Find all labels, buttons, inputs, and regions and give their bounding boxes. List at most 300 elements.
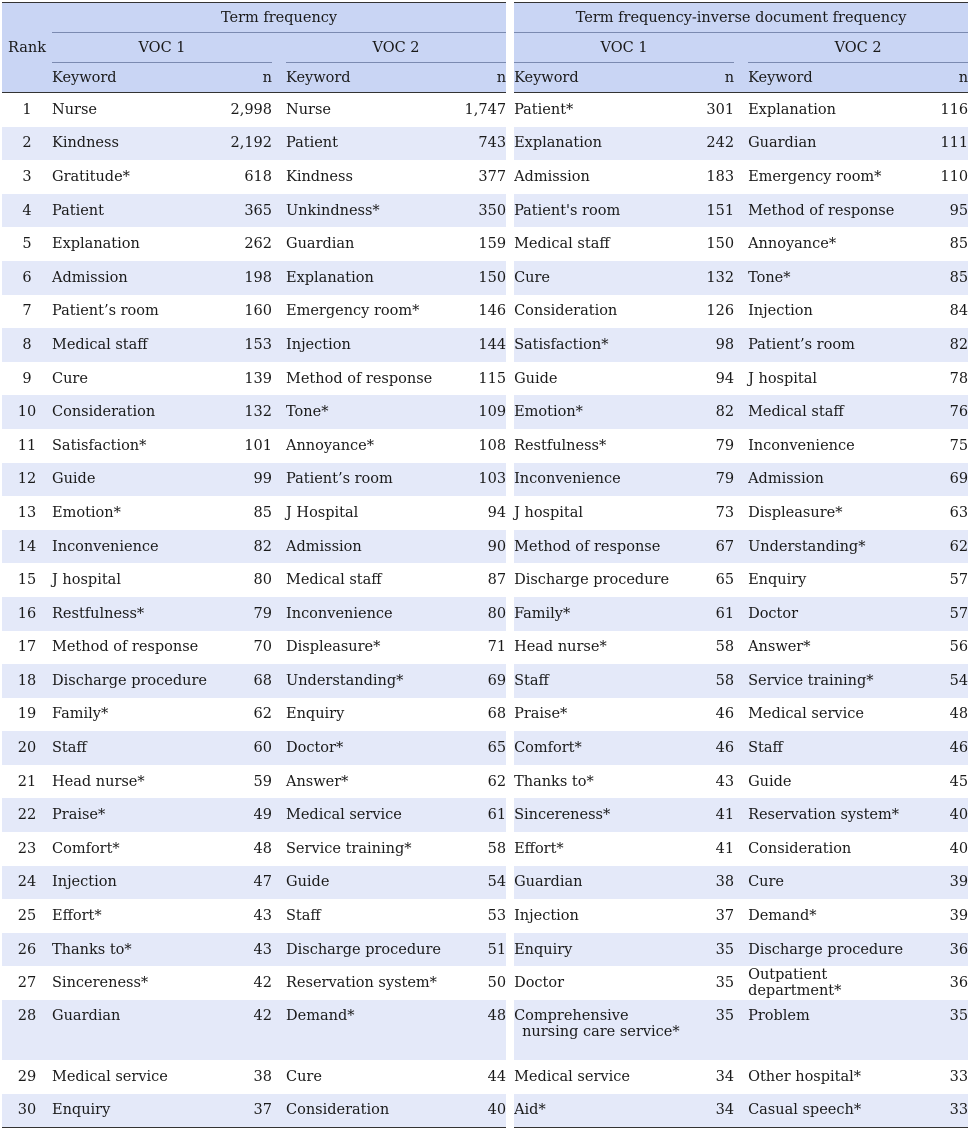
tf-voc2-count: 144 <box>456 328 506 362</box>
tfidf-voc1-count: 34 <box>715 1068 735 1085</box>
tf-voc1-count: 48 <box>253 840 272 857</box>
tfidf-voc1-keyword: Restfulness* <box>514 437 607 454</box>
cell-spacer <box>734 832 748 866</box>
tfidf-voc1-count: 183 <box>706 168 735 185</box>
table-row <box>2 1094 968 1128</box>
tfidf-voc1-count: 301 <box>706 101 735 118</box>
keyword-column-header: Keyword <box>52 63 222 93</box>
column-gap <box>506 261 514 295</box>
rank-cell: 26 <box>2 933 52 967</box>
table-row <box>2 530 968 564</box>
tfidf-voc2-count: 76 <box>918 395 968 429</box>
tfidf-voc2-keyword: J hospital <box>748 370 818 387</box>
tfidf-voc1-count: 35 <box>684 1000 734 1060</box>
cell-spacer <box>272 295 286 329</box>
column-gap <box>506 127 514 161</box>
table-row <box>2 597 968 631</box>
cell-spacer <box>734 429 748 463</box>
tfidf-voc2-keyword: Answer* <box>748 639 811 656</box>
table-row <box>2 765 968 799</box>
tfidf-voc2-keyword: Inconvenience <box>748 437 855 454</box>
cell-spacer <box>272 698 286 732</box>
tfidf-voc1-count: 151 <box>684 194 734 228</box>
cell-spacer <box>272 631 286 665</box>
cell-spacer <box>272 866 286 900</box>
tf-voc1-keyword: Emotion* <box>52 504 121 521</box>
cell-spacer <box>734 631 748 665</box>
tfidf-voc2-keyword: Emergency room* <box>748 168 882 185</box>
tfidf-voc1-count: 46 <box>715 706 735 723</box>
n-column-header: n <box>684 63 734 93</box>
tf-voc2-count: 50 <box>487 975 507 992</box>
tf-voc2-count: 80 <box>456 597 506 631</box>
tf-voc1-keyword: Guardian <box>52 1000 222 1060</box>
tf-voc1-header: VOC 1 <box>52 33 272 63</box>
cell-spacer <box>272 933 286 967</box>
table-row <box>2 160 968 194</box>
rank-cell: 12 <box>2 463 52 497</box>
tf-voc1-keyword: Praise* <box>52 798 222 832</box>
tfidf-voc1-count: 79 <box>684 463 734 497</box>
tfidf-voc2-keyword: Medical service <box>748 706 864 723</box>
column-gap <box>506 866 514 900</box>
cell-spacer <box>734 1060 748 1094</box>
tfidf-voc2-count: 82 <box>918 328 968 362</box>
tfidf-voc1-count: 35 <box>684 933 734 967</box>
cell-spacer <box>272 429 286 463</box>
tfidf-voc1-keyword: Discharge procedure <box>514 572 670 589</box>
tfidf-voc2-header: VOC 2 <box>748 33 968 63</box>
tf-voc2-keyword: Kindness <box>286 168 353 185</box>
tfidf-voc2-count: 95 <box>918 194 968 228</box>
cell-spacer <box>272 261 286 295</box>
rank-cell: 6 <box>2 261 52 295</box>
tf-voc1-count: 79 <box>222 597 272 631</box>
tf-voc1-keyword: Satisfaction* <box>52 437 147 454</box>
table-row <box>2 1000 968 1060</box>
tfidf-voc1-keyword: Guide <box>514 370 558 387</box>
tfidf-voc1-count: 98 <box>684 328 734 362</box>
cell-spacer <box>272 227 286 261</box>
column-gap <box>506 631 514 665</box>
column-gap <box>506 597 514 631</box>
column-gap <box>506 33 514 63</box>
tfidf-voc2-count: 36 <box>949 975 969 992</box>
tfidf-voc1-keyword: Praise* <box>514 706 568 723</box>
tf-voc2-count: 90 <box>456 530 506 564</box>
tf-voc2-count: 69 <box>456 664 506 698</box>
tf-voc1-count: 38 <box>253 1068 272 1085</box>
tf-voc1-keyword: Injection <box>52 866 222 900</box>
cell-spacer <box>272 832 286 866</box>
tf-voc2-count: 54 <box>456 866 506 900</box>
cell-spacer <box>734 597 748 631</box>
column-gap <box>506 328 514 362</box>
tf-voc2-keyword: Injection <box>286 328 456 362</box>
tfidf-voc2-count: 36 <box>918 933 968 967</box>
rank-cell: 1 <box>22 101 32 118</box>
cell-spacer <box>734 933 748 967</box>
n-column-header: n <box>456 63 506 93</box>
column-gap <box>506 899 514 933</box>
tf-voc2-count: 68 <box>487 706 507 723</box>
rank-cell: 16 <box>2 597 52 631</box>
tfidf-voc2-count: 57 <box>949 572 969 589</box>
tfidf-voc1-count: 38 <box>684 866 734 900</box>
tf-voc1-count: 43 <box>222 933 272 967</box>
tfidf-voc1-keyword: Inconvenience <box>514 463 684 497</box>
tf-voc2-keyword: Answer* <box>286 773 349 790</box>
n-column-header: n <box>918 63 968 93</box>
tf-voc1-keyword: Explanation <box>52 236 140 253</box>
tfidf-voc1-count: 41 <box>684 798 734 832</box>
tf-voc1-keyword: Discharge procedure <box>52 664 222 698</box>
n-column-header: n <box>222 63 272 93</box>
rank-cell: 23 <box>17 840 37 857</box>
cell-spacer <box>272 328 286 362</box>
tf-voc1-keyword: Patient’s room <box>52 303 159 320</box>
tf-voc1-count: 47 <box>222 866 272 900</box>
tf-voc2-keyword: Demand* <box>286 1000 456 1060</box>
tf-voc1-keyword: Admission <box>52 261 222 295</box>
cell-spacer <box>272 765 286 799</box>
tfidf-voc2-keyword: Problem <box>748 1000 918 1060</box>
table-row <box>2 563 968 597</box>
tfidf-voc1-keyword: Medical staff <box>514 236 610 253</box>
table-row <box>2 933 968 967</box>
tfidf-voc2-keyword: Injection <box>748 303 813 320</box>
tf-voc1-count: 60 <box>222 731 272 765</box>
tfidf-voc2-count: 48 <box>949 706 969 723</box>
column-gap <box>506 227 514 261</box>
tf-voc2-keyword: Understanding* <box>286 664 456 698</box>
tf-voc2-keyword: Displeasure* <box>286 639 381 656</box>
tf-voc1-keyword: Sincereness* <box>52 975 149 992</box>
tf-voc2-keyword: Guardian <box>286 236 355 253</box>
subheader-spacer <box>734 63 748 93</box>
tfidf-voc1-keyword: Staff <box>514 664 684 698</box>
tf-voc2-header: VOC 2 <box>286 33 506 63</box>
tfidf-voc2-count: 35 <box>918 1000 968 1060</box>
cell-spacer <box>734 194 748 228</box>
tf-voc1-count: 139 <box>244 370 272 387</box>
cell-spacer <box>272 160 286 194</box>
cell-spacer <box>272 395 286 429</box>
cell-spacer <box>734 1000 748 1060</box>
tf-voc2-keyword: Staff <box>286 908 321 925</box>
tf-voc2-keyword: Inconvenience <box>286 597 456 631</box>
tfidf-voc1-count: 79 <box>715 437 735 454</box>
tfidf-voc2-keyword: Guide <box>748 773 792 790</box>
rank-cell: 2 <box>2 127 52 161</box>
table-row <box>2 261 968 295</box>
tfidf-voc1-keyword: Aid* <box>514 1094 684 1128</box>
tf-voc1-keyword: Method of response <box>52 639 199 656</box>
rank-cell: 24 <box>2 866 52 900</box>
tfidf-voc1-keyword: Effort* <box>514 840 564 857</box>
tf-voc2-count: 48 <box>456 1000 506 1060</box>
tf-voc2-count: 103 <box>456 463 506 497</box>
cell-spacer <box>734 395 748 429</box>
tf-voc2-keyword: Reservation system* <box>286 975 437 992</box>
keyword-column-header: Keyword <box>514 63 684 93</box>
column-gap <box>506 463 514 497</box>
tfidf-voc1-count: 35 <box>715 975 735 992</box>
tf-voc2-count: 94 <box>487 504 507 521</box>
column-gap <box>506 798 514 832</box>
cell-spacer <box>734 295 748 329</box>
tf-voc2-keyword: Emergency room* <box>286 303 420 320</box>
rank-cell: 3 <box>22 168 32 185</box>
table-row <box>2 731 968 765</box>
tfidf-voc1-count: 58 <box>715 639 735 656</box>
column-gap <box>506 832 514 866</box>
tf-voc1-keyword: Medical staff <box>52 328 222 362</box>
tfidf-voc2-count: 63 <box>949 504 969 521</box>
tfidf-voc2-count: 85 <box>949 236 969 253</box>
tfidf-voc2-keyword: Tone* <box>748 261 918 295</box>
tfidf-voc1-keyword: Patient's room <box>514 194 684 228</box>
tfidf-voc2-count: 33 <box>949 1068 969 1085</box>
tfidf-voc2-count: 40 <box>949 840 969 857</box>
tfidf-voc1-keyword: Emotion* <box>514 395 684 429</box>
subheader-spacer <box>734 33 748 63</box>
cell-spacer <box>272 1060 286 1094</box>
tf-voc1-count: 70 <box>253 639 272 656</box>
tf-voc2-keyword: Medical service <box>286 798 456 832</box>
column-gap <box>506 362 514 396</box>
cell-spacer <box>734 899 748 933</box>
column-gap <box>506 664 514 698</box>
table-row <box>2 966 968 1000</box>
tfidf-voc2-keyword: Admission <box>748 463 918 497</box>
tfidf-voc1-keyword: Satisfaction* <box>514 328 684 362</box>
rank-cell: 8 <box>2 328 52 362</box>
cell-spacer <box>734 1094 748 1128</box>
table-row <box>2 899 968 933</box>
tfidf-voc1-count: 126 <box>706 303 735 320</box>
keyword-line-2: nursing care service* <box>522 1024 680 1041</box>
tfidf-voc1-keyword: Admission <box>514 168 590 185</box>
tfidf-voc1-count: 73 <box>715 504 735 521</box>
table-row <box>2 395 968 429</box>
tfidf-voc2-keyword: Cure <box>748 866 918 900</box>
tfidf-voc1-keyword: J hospital <box>514 504 584 521</box>
tfidf-voc2-keyword: Doctor <box>748 597 918 631</box>
cell-spacer <box>272 1000 286 1060</box>
rank-cell: 17 <box>17 639 37 656</box>
tfidf-voc1-keyword: Guardian <box>514 866 684 900</box>
cell-spacer <box>734 463 748 497</box>
cell-spacer <box>734 227 748 261</box>
table-row <box>2 496 968 530</box>
cell-spacer <box>272 1094 286 1128</box>
tfidf-voc1-count: 61 <box>684 597 734 631</box>
tfidf-voc1-count: 132 <box>684 261 734 295</box>
tf-voc1-keyword: Consideration <box>52 395 222 429</box>
tfidf-voc2-keyword: Enquiry <box>748 572 807 589</box>
tf-voc2-count: 65 <box>456 731 506 765</box>
tf-voc2-count: 743 <box>456 127 506 161</box>
cell-spacer <box>734 496 748 530</box>
cell-spacer <box>272 731 286 765</box>
table-body <box>2 93 968 1128</box>
tf-voc1-count: 49 <box>222 798 272 832</box>
keyword-column-header: Keyword <box>748 63 918 93</box>
tfidf-voc2-keyword: Casual speech* <box>748 1094 918 1128</box>
tf-voc1-count: 42 <box>222 1000 272 1060</box>
tfidf-voc2-keyword: Other hospital* <box>748 1068 862 1085</box>
tf-voc1-keyword: Head nurse* <box>52 773 145 790</box>
tfidf-voc2-count: 78 <box>949 370 969 387</box>
tf-voc2-keyword: Patient <box>286 127 456 161</box>
tf-voc1-count: 618 <box>244 168 272 185</box>
cell-spacer <box>272 463 286 497</box>
tfidf-voc2-count: 62 <box>918 530 968 564</box>
tfidf-voc2-keyword: Demand* <box>748 908 817 925</box>
column-gap <box>506 295 514 329</box>
tf-voc2-count: 58 <box>487 840 507 857</box>
cell-spacer <box>272 563 286 597</box>
table-row <box>2 328 968 362</box>
tf-voc1-keyword: Comfort* <box>52 840 120 857</box>
tfidf-voc2-count: 116 <box>940 101 969 118</box>
tfidf-voc1-keyword: Method of response <box>514 530 684 564</box>
tfidf-voc1-keyword: Consideration <box>514 303 618 320</box>
cell-spacer <box>734 261 748 295</box>
tfidf-voc1-count: 94 <box>715 370 735 387</box>
tf-voc2-count: 44 <box>487 1068 507 1085</box>
tf-voc1-count: 153 <box>222 328 272 362</box>
tf-voc2-count: 61 <box>456 798 506 832</box>
tfidf-voc1-keyword: Patient* <box>514 101 574 118</box>
tf-voc1-count: 2,192 <box>222 127 272 161</box>
tf-voc2-keyword: Guide <box>286 866 456 900</box>
tfidf-voc1-count: 37 <box>715 908 735 925</box>
tfidf-voc1-keyword: Medical service <box>514 1068 630 1085</box>
column-gap <box>506 160 514 194</box>
tfidf-voc1-keyword: Doctor <box>514 975 565 992</box>
tfidf-voc2-count: 54 <box>918 664 968 698</box>
cell-spacer <box>734 798 748 832</box>
rank-cell: 18 <box>2 664 52 698</box>
tf-voc2-keyword: Enquiry <box>286 706 345 723</box>
subheader-spacer <box>272 33 286 63</box>
cell-spacer <box>272 496 286 530</box>
column-gap <box>506 765 514 799</box>
column-gap <box>506 2 514 33</box>
tf-voc1-count: 43 <box>253 908 272 925</box>
column-gap <box>506 1094 514 1128</box>
tfidf-voc1-count: 46 <box>684 731 734 765</box>
tfidf-header: Term frequency-inverse document frequency <box>514 2 968 33</box>
tf-voc1-count: 99 <box>222 463 272 497</box>
tf-voc2-keyword: Explanation <box>286 261 456 295</box>
rank-cell: 14 <box>2 530 52 564</box>
tfidf-voc1-keyword: Explanation <box>514 127 684 161</box>
tfidf-voc2-keyword: Method of response <box>748 194 918 228</box>
rank-cell: 25 <box>17 908 37 925</box>
tf-voc2-keyword: Tone* <box>286 395 456 429</box>
column-gap <box>506 698 514 732</box>
tf-voc2-count: 377 <box>478 168 507 185</box>
table-row <box>2 664 968 698</box>
tf-voc1-keyword: Gratitude* <box>52 168 130 185</box>
table-row <box>2 698 968 732</box>
rank-cell: 13 <box>17 504 37 521</box>
tfidf-voc2-count: 56 <box>949 639 969 656</box>
rank-cell: 27 <box>17 975 37 992</box>
tfidf-voc1-keyword: Comfort* <box>514 731 684 765</box>
table-row <box>2 798 968 832</box>
tf-voc2-keyword: Medical staff <box>286 572 382 589</box>
rank-cell: 22 <box>2 798 52 832</box>
table-row <box>2 127 968 161</box>
table-row <box>2 429 968 463</box>
cell-spacer <box>734 328 748 362</box>
cell-spacer <box>734 127 748 161</box>
tf-voc2-count: 1,747 <box>464 101 507 118</box>
tf-voc1-keyword: Family* <box>52 706 109 723</box>
rank-cell: 9 <box>22 370 32 387</box>
tf-voc1-count: 365 <box>222 194 272 228</box>
tfidf-voc2-keyword: Discharge procedure <box>748 933 918 967</box>
rank-cell: 4 <box>2 194 52 228</box>
table-row <box>2 362 968 396</box>
tfidf-voc2-count: 111 <box>918 127 968 161</box>
tf-voc2-keyword: Method of response <box>286 370 433 387</box>
rank-header: Rank <box>2 2 52 93</box>
column-gap <box>506 93 514 127</box>
table-row <box>2 194 968 228</box>
column-gap <box>506 194 514 228</box>
tf-voc1-keyword: Medical service <box>52 1068 168 1085</box>
tf-voc1-count: 59 <box>253 773 272 790</box>
tf-voc1-keyword: Inconvenience <box>52 530 222 564</box>
cell-spacer <box>272 966 286 1000</box>
tfidf-voc2-keyword: Outpatient department* <box>748 967 842 1000</box>
rank-cell: 11 <box>17 437 37 454</box>
cell-spacer <box>734 362 748 396</box>
tf-voc2-keyword: Discharge procedure <box>286 933 456 967</box>
tf-voc2-keyword: Consideration <box>286 1094 456 1128</box>
tfidf-voc2-keyword: Annoyance* <box>748 236 837 253</box>
tfidf-voc2-count: 33 <box>918 1094 968 1128</box>
tf-voc2-count: 53 <box>487 908 507 925</box>
tfidf-voc2-keyword: Understanding* <box>748 530 918 564</box>
rank-cell: 19 <box>17 706 37 723</box>
tf-voc2-count: 109 <box>456 395 506 429</box>
cell-spacer <box>272 530 286 564</box>
column-gap <box>506 429 514 463</box>
tfidf-voc1-keyword: Injection <box>514 908 579 925</box>
column-gap <box>506 933 514 967</box>
tf-voc1-keyword: Cure <box>52 370 88 387</box>
tfidf-voc1-header: VOC 1 <box>514 33 734 63</box>
cell-spacer <box>272 93 286 127</box>
cell-spacer <box>734 664 748 698</box>
tf-voc1-count: 2,998 <box>230 101 272 118</box>
tf-voc1-count: 80 <box>253 572 272 589</box>
cell-spacer <box>734 765 748 799</box>
tfidf-voc2-keyword: Consideration <box>748 840 852 857</box>
column-gap <box>506 1000 514 1060</box>
cell-spacer <box>272 597 286 631</box>
keyword-line-1: Comprehensive <box>514 1008 629 1025</box>
tf-voc1-count: 37 <box>222 1094 272 1128</box>
tf-voc1-count: 198 <box>222 261 272 295</box>
table-row <box>2 227 968 261</box>
